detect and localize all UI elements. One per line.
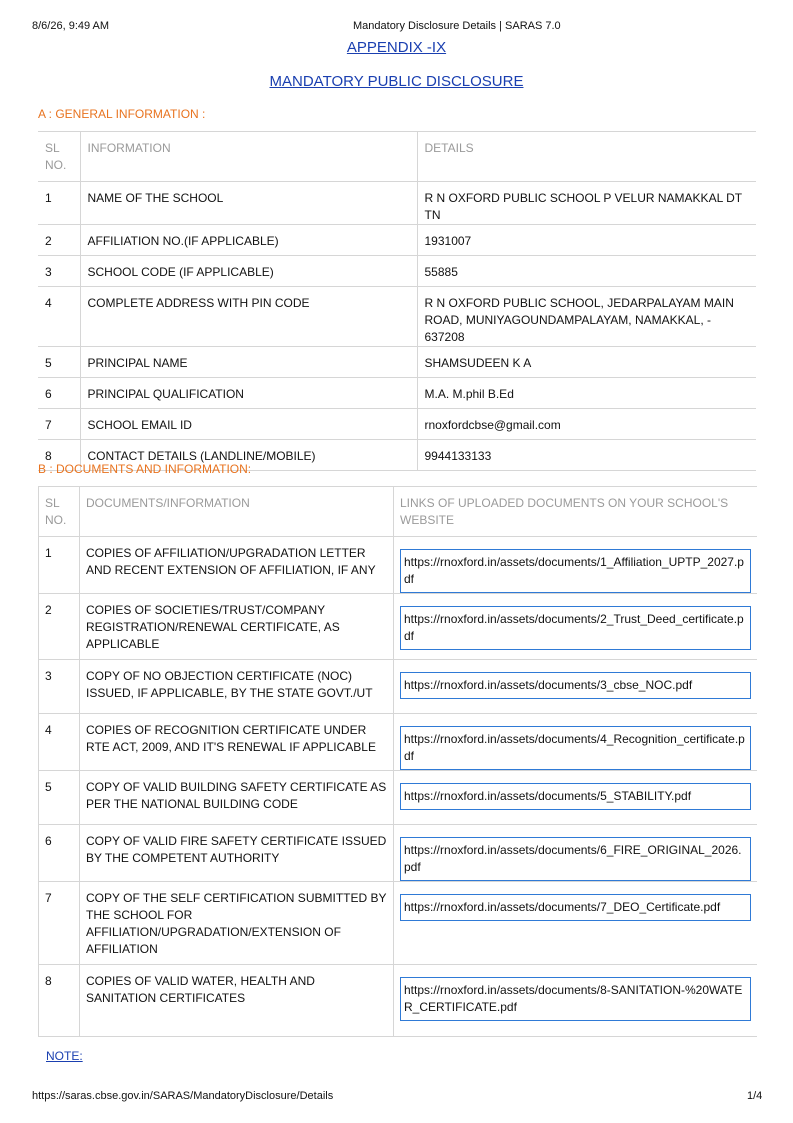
row-sl: 3 bbox=[39, 660, 80, 714]
row-info: NAME OF THE SCHOOL bbox=[80, 182, 417, 225]
page-title: MANDATORY PUBLIC DISCLOSURE bbox=[269, 73, 524, 90]
document-link-field[interactable]: https://rnoxford.in/assets/documents/6_FIRE_ORIGINAL_2026.pdf bbox=[400, 837, 751, 881]
table-row bbox=[38, 256, 756, 287]
row-document: COPY OF THE SELF CERTIFICATION SUBMITTED BY THE SCHOOL FOR AFFILIATION/UPGRADATION/EXTENSION OF AFFILIATION bbox=[80, 882, 394, 965]
row-document: COPIES OF RECOGNITION CERTIFICATE UNDER RTE ACT, 2009, AND IT'S RENEWAL IF APPLICABLE bbox=[80, 714, 394, 771]
row-details: SHAMSUDEEN K A bbox=[417, 347, 756, 378]
row-info: COMPLETE ADDRESS WITH PIN CODE bbox=[80, 287, 417, 347]
row-link-cell bbox=[394, 594, 757, 660]
row-document: COPIES OF SOCIETIES/TRUST/COMPANY REGISTRATION/RENEWAL CERTIFICATE, AS APPLICABLE bbox=[80, 594, 394, 660]
appendix-heading: APPENDIX -IX bbox=[346, 39, 447, 56]
col-header-details: DETAILS bbox=[417, 132, 756, 182]
row-details: M.A. M.phil B.Ed bbox=[417, 378, 756, 409]
table-row bbox=[39, 825, 757, 882]
table-row bbox=[39, 594, 757, 660]
row-sl: 3 bbox=[38, 256, 80, 287]
row-document: COPY OF VALID FIRE SAFETY CERTIFICATE ISSUED BY THE COMPETENT AUTHORITY bbox=[80, 825, 394, 882]
note-link[interactable]: NOTE: bbox=[46, 1049, 83, 1063]
row-link-cell bbox=[394, 660, 757, 714]
col-header-sl: SL NO. bbox=[38, 132, 80, 182]
table-row bbox=[38, 287, 756, 347]
row-sl: 5 bbox=[38, 347, 80, 378]
row-info: SCHOOL CODE (IF APPLICABLE) bbox=[80, 256, 417, 287]
row-sl: 6 bbox=[39, 825, 80, 882]
print-datetime: 8/6/26, 9:49 AM bbox=[32, 20, 110, 32]
print-page-number: 1/4 bbox=[747, 1090, 763, 1102]
row-details: 1931007 bbox=[417, 225, 756, 256]
row-document: COPIES OF AFFILIATION/UPGRADATION LETTER AND RECENT EXTENSION OF AFFILIATION, IF ANY bbox=[80, 537, 394, 594]
table-row bbox=[38, 409, 756, 440]
col-header-documents: DOCUMENTS/INFORMATION bbox=[80, 487, 394, 537]
row-sl: 5 bbox=[39, 771, 80, 825]
row-sl: 8 bbox=[38, 440, 80, 471]
row-info: PRINCIPAL NAME bbox=[80, 347, 417, 378]
general-information-table bbox=[38, 131, 756, 471]
row-details: rnoxfordcbse@gmail.com bbox=[417, 409, 756, 440]
section-a-title: A : GENERAL INFORMATION : bbox=[38, 107, 206, 121]
row-details: R N OXFORD PUBLIC SCHOOL, JEDARPALAYAM MAIN ROAD, MUNIYAGOUNDAMPALAYAM, NAMAKKAL, - 637208 bbox=[417, 287, 756, 347]
documents-table bbox=[38, 486, 757, 1037]
table-row bbox=[39, 771, 757, 825]
row-sl: 7 bbox=[38, 409, 80, 440]
document-link-field[interactable]: https://rnoxford.in/assets/documents/2_Trust_Deed_certificate.pdf bbox=[400, 606, 751, 650]
print-footer-url: https://saras.cbse.gov.in/SARAS/MandatoryDisclosure/Details bbox=[32, 1090, 334, 1102]
table-row bbox=[39, 537, 757, 594]
row-sl: 6 bbox=[38, 378, 80, 409]
col-header-links: LINKS OF UPLOADED DOCUMENTS ON YOUR SCHOOL'S WEBSITE bbox=[394, 487, 757, 537]
row-sl: 1 bbox=[38, 182, 80, 225]
col-header-information: INFORMATION bbox=[80, 132, 417, 182]
table-row bbox=[38, 347, 756, 378]
print-page-title: Mandatory Disclosure Details | SARAS 7.0 bbox=[353, 20, 561, 32]
row-sl: 4 bbox=[39, 714, 80, 771]
row-sl: 7 bbox=[39, 882, 80, 965]
row-document: COPIES OF VALID WATER, HEALTH AND SANITATION CERTIFICATES bbox=[80, 965, 394, 1037]
table-row bbox=[39, 965, 757, 1037]
row-document: COPY OF NO OBJECTION CERTIFICATE (NOC) ISSUED, IF APPLICABLE, BY THE STATE GOVT./UT bbox=[80, 660, 394, 714]
table-header-row bbox=[38, 132, 756, 182]
row-sl: 4 bbox=[38, 287, 80, 347]
row-link-cell bbox=[394, 882, 757, 965]
table-row bbox=[38, 225, 756, 256]
document-link-field[interactable]: https://rnoxford.in/assets/documents/5_STABILITY.pdf bbox=[400, 783, 751, 810]
document-link-field[interactable]: https://rnoxford.in/assets/documents/8-SANITATION-%20WATER_CERTIFICATE.pdf bbox=[400, 977, 751, 1021]
row-details: 55885 bbox=[417, 256, 756, 287]
document-link-field[interactable]: https://rnoxford.in/assets/documents/4_Recognition_certificate.pdf bbox=[400, 726, 751, 770]
row-sl: 8 bbox=[39, 965, 80, 1037]
table-row bbox=[38, 378, 756, 409]
section-b-title: B : DOCUMENTS AND INFORMATION: bbox=[38, 462, 252, 476]
table-row bbox=[38, 182, 756, 225]
col-header-sl: SL NO. bbox=[39, 487, 80, 537]
row-info: CONTACT DETAILS (LANDLINE/MOBILE) bbox=[80, 440, 417, 471]
row-document: COPY OF VALID BUILDING SAFETY CERTIFICATE AS PER THE NATIONAL BUILDING CODE bbox=[80, 771, 394, 825]
row-info: SCHOOL EMAIL ID bbox=[80, 409, 417, 440]
table-header-row bbox=[39, 487, 757, 537]
table-row bbox=[39, 660, 757, 714]
document-link-field[interactable]: https://rnoxford.in/assets/documents/7_DEO_Certificate.pdf bbox=[400, 894, 751, 921]
row-details: R N OXFORD PUBLIC SCHOOL P VELUR NAMAKKAL DT TN bbox=[417, 182, 756, 225]
row-info: PRINCIPAL QUALIFICATION bbox=[80, 378, 417, 409]
row-sl: 2 bbox=[38, 225, 80, 256]
row-link-cell bbox=[394, 965, 757, 1037]
table-row bbox=[39, 882, 757, 965]
document-link-field[interactable]: https://rnoxford.in/assets/documents/3_cbse_NOC.pdf bbox=[400, 672, 751, 699]
row-details: 9944133133 bbox=[417, 440, 756, 471]
row-link-cell bbox=[394, 537, 757, 594]
table-row bbox=[39, 714, 757, 771]
row-link-cell bbox=[394, 825, 757, 882]
row-link-cell bbox=[394, 771, 757, 825]
document-link-field[interactable]: https://rnoxford.in/assets/documents/1_Affiliation_UPTP_2027.pdf bbox=[400, 549, 751, 593]
row-sl: 2 bbox=[39, 594, 80, 660]
row-sl: 1 bbox=[39, 537, 80, 594]
row-info: AFFILIATION NO.(IF APPLICABLE) bbox=[80, 225, 417, 256]
row-link-cell bbox=[394, 714, 757, 771]
